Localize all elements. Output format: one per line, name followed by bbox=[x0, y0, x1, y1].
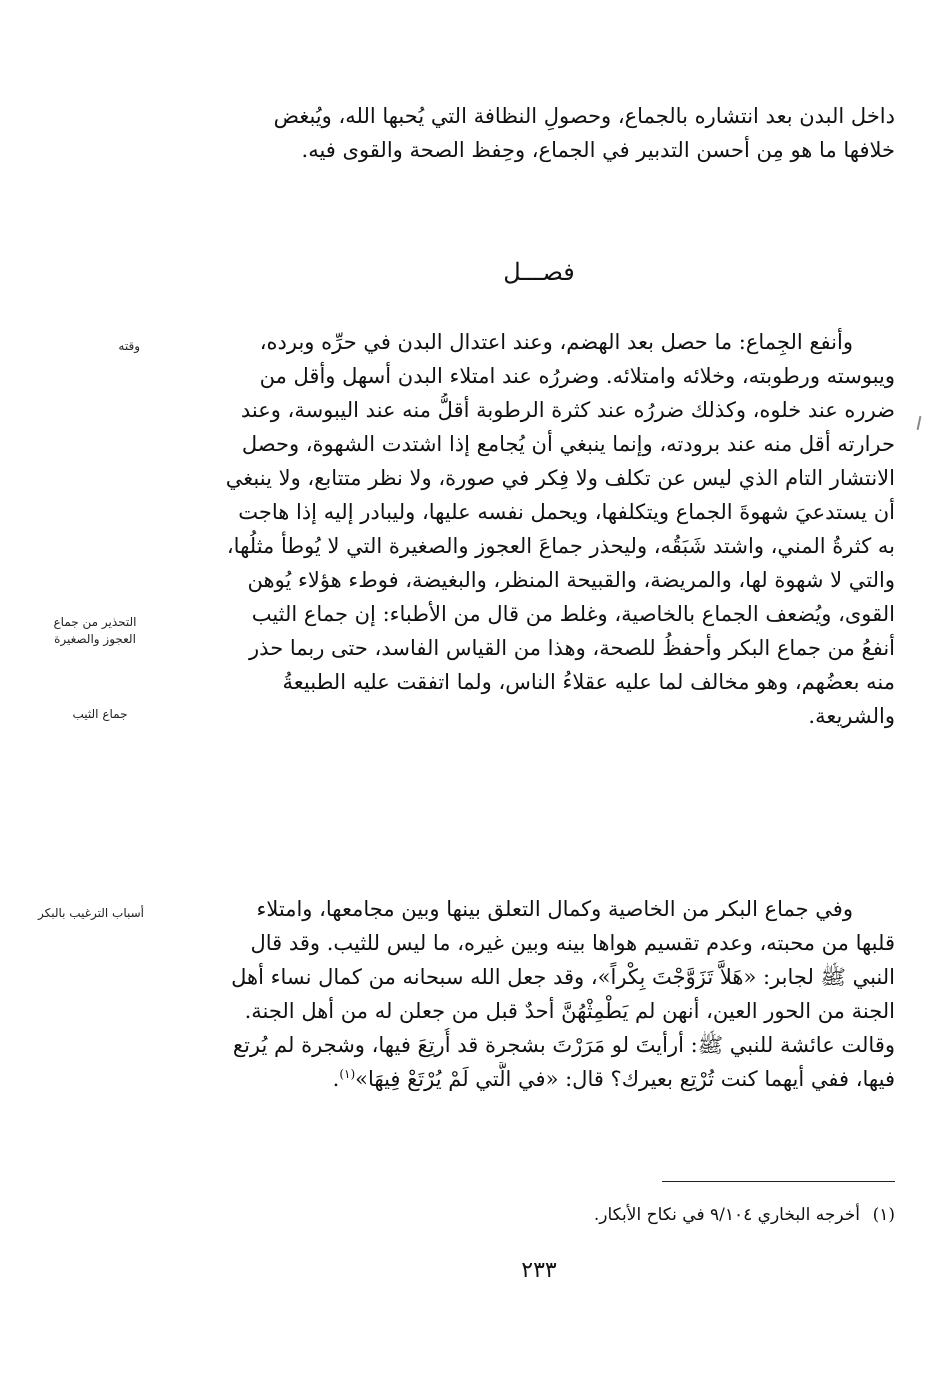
text-line: حرارته أقل منه عند برودته، وإنما ينبغي أن يُجامع إذا اشتدت الشهوة، وحصل bbox=[241, 432, 895, 456]
text-line: قلبها من محبته، وعدم تقسيم هواها بينه وبين غيره، ما ليس للثيب. وقد قال bbox=[250, 931, 895, 955]
text-line: داخل البدن بعد انتشاره بالجماع، وحصولِ النظافة التي يُحبها الله، ويُبغض bbox=[273, 104, 895, 128]
page-number: ٢٣٣ bbox=[521, 1258, 557, 1283]
text-line: القوى، ويُضعف الجماع بالخاصية، وغلط من قال من الأطباء: إن جماع الثيب bbox=[251, 602, 895, 626]
text-line: أن يستدعيَ شهوةَ الجماع ويتكلفها، ويحمل نفسه عليها، وليبادر إليه إذا هاجت bbox=[238, 500, 895, 524]
margin-note-asbab: أسباب الترغيب بالبكر bbox=[37, 906, 144, 920]
scan-mark bbox=[917, 416, 922, 430]
text-line: والشريعة. bbox=[808, 704, 895, 728]
text-line: ويبوسته ورطوبته، وخلائه وامتلائه. وضررُه عند امتلاء البدن أسهل وأقل من bbox=[259, 364, 895, 388]
text-line: خلافها ما هو مِن أحسن التدبير في الجماع، وحِفظ الصحة والقوى فيه. bbox=[301, 138, 895, 162]
sentence-end: . bbox=[332, 1067, 340, 1091]
text-line: وفي جماع البكر من الخاصية وكمال التعلق بينها وبين مجامعها، وامتلاء bbox=[256, 897, 853, 921]
text-line: الجنة من الحور العين، أنهن لم يَطْمِثْهُنَّ أحدٌ قبل من جعلن له من أهل الجنة. bbox=[244, 999, 895, 1023]
text-line: ضرره عند خلوه، وكذلك ضررُه عند كثرة الرطوبة أقلُّ منه عند اليبوسة، وعند bbox=[240, 398, 895, 422]
margin-note-waqt: وقته bbox=[118, 339, 140, 353]
text-line: أنفعُ من جماع البكر وأحفظُ للصحة، وهذا من القياس الفاسد، حتى ربما حذر bbox=[249, 636, 895, 660]
text-line: وأنفع الجِماع: ما حصل بعد الهضم، وعند اعتدال البدن في حرِّه وبرده، bbox=[259, 330, 853, 354]
footnote-reference: (١) bbox=[339, 1067, 356, 1081]
footnote-divider bbox=[662, 1181, 895, 1182]
paragraph-1 bbox=[183, 325, 895, 733]
text-line: به كثرةُ المني، واشتد شَبَقُه، وليحذر جماعَ العجوز والصغيرة التي لا يُوطأ مثلُها، bbox=[226, 534, 895, 558]
text-line-final bbox=[183, 1062, 895, 1096]
text-line: النبي ﷺ لجابر: «هَلاَّ تَزَوَّجْتَ بِكْراً»، وقد جعل الله سبحانه من كمال نساء أهل bbox=[231, 965, 895, 989]
text-line: وقالت عائشة للنبي ﷺ: أرأيتَ لو مَرَرْتَ بشجرة قد أُرتِعَ فيها، وشجرة لم يُرتع bbox=[232, 1033, 895, 1057]
text-line: منه بعضُهم، وهو مخالف لما عليه عقلاءُ الناس، ولما اتفقت عليه الطبيعةُ bbox=[282, 670, 895, 694]
text-line: الانتشار التام الذي ليس عن تكلف ولا فِكر في صورة، ولا نظر متتابع، ولا ينبغي bbox=[225, 466, 895, 490]
paragraph-2 bbox=[183, 892, 895, 1096]
text-line-content: فيها، ففي أيهما كنت تُرْتِع بعيرك؟ قال: «في الَّتي لَمْ يُرْتَعْ فِيهَا» bbox=[355, 1067, 895, 1091]
margin-note-thayyib: جماع الثيب bbox=[72, 707, 128, 721]
section-heading: فصـــل bbox=[503, 258, 575, 286]
footnote-text: أخرجه البخاري ٩/١٠٤ في نكاح الأبكار. bbox=[593, 1205, 860, 1225]
footnote-number: (١) bbox=[872, 1205, 895, 1225]
text-line: والتي لا شهوة لها، والمريضة، والقبيحة المنظر، والبغيضة، فوطء هؤلاء يُوهن bbox=[247, 568, 895, 592]
top-paragraph bbox=[183, 99, 895, 167]
margin-note-line: العجوز والصغيرة bbox=[54, 632, 136, 646]
margin-note-tahdhir bbox=[50, 614, 140, 648]
margin-note-line: التحذير من جماع bbox=[53, 615, 137, 629]
